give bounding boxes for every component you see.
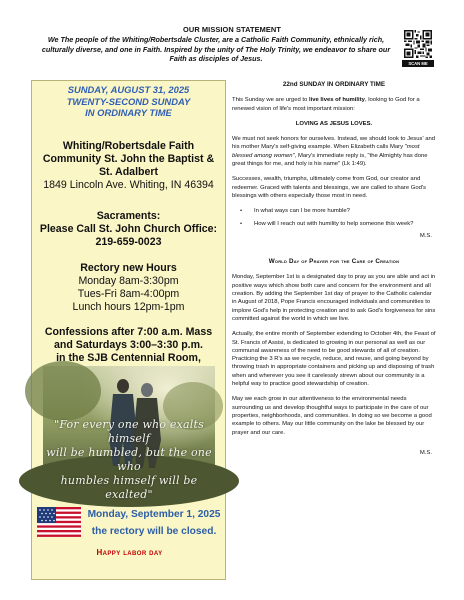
article-paragraph-1	[232, 96, 436, 113]
article-signature-2: M.S.	[419, 449, 432, 456]
sunday-date-block	[32, 84, 225, 119]
right-article-column	[232, 81, 436, 581]
parish-name-line1: Whiting/Robertsdale Faith	[62, 139, 195, 152]
parish-address: 1849 Lincoln Ave. Whiting, IN 46394	[43, 178, 214, 191]
humility-photo	[43, 366, 215, 501]
reflection-question-2: • How will I reach out with humility to help someone this week?	[244, 220, 436, 228]
p1-text-a: This Sunday we are urged to	[232, 97, 309, 104]
parish-name-line3: St. Adalbert	[98, 165, 159, 178]
rectory-hours-title: Rectory new Hours	[80, 261, 177, 274]
confessions-line1: Confessions after 7:00 a.m. Mass	[44, 325, 213, 338]
rectory-hours-block	[32, 262, 225, 314]
scan-me-label: SCAN ME	[402, 60, 434, 67]
reflection-question-1: • In what ways can I be more humble?	[244, 207, 436, 215]
quote-line2: will be humbled, but the one who	[46, 446, 212, 473]
mission-statement	[34, 25, 430, 71]
p2-text-c: , Mary's immediate reply is, "the Almighty has done great things for me, and holy is his name" (Lk 1:49).	[232, 152, 428, 168]
scripture-quote	[43, 418, 215, 502]
qr-code-icon[interactable]	[404, 30, 432, 58]
article-paragraph-3: Successes, wealth, triumphs, ultimately come from God, our creator and redeemer. Graced with talents and blessings, we are called to share God's blessings with others especially those most in need.	[232, 176, 426, 199]
p2-text-a: We must not seek honors for ourselves. Instead, we should look to Jesus' and his mother Mary's self-giving example. When Elizabeth calls Mary	[232, 136, 436, 151]
sunday-title-line1: TWENTY-SECOND SUNDAY	[66, 95, 191, 107]
confessions-line2: and Saturdays 3:00–3:30 p.m.	[54, 338, 203, 351]
p1-text-c: , looking to God for a renewed vision of life's most important mission:	[232, 97, 420, 112]
article-paragraph-6: May we each grow in our attentiveness to the environmental needs surrounding us and develop thoughtful ways to participate in the care of our properties, neighborhoods, and communities. In doing so we become a good example to others. May our little community on the lake be blessed by our prayer and our care.	[232, 396, 432, 436]
article-signature-1: M.S.	[419, 232, 432, 239]
parish-name-line2: Community St. John the Baptist &	[42, 152, 215, 165]
rectory-hours-monday: Monday 8am-3:30pm	[78, 274, 179, 287]
confessions-line3: in the SJB Centennial Room,	[56, 351, 201, 364]
labor-day-notice	[84, 506, 224, 540]
article-title-sunday: 22nd SUNDAY IN ORDINARY TIME	[282, 81, 386, 88]
happy-labor-day: Happy labor day	[96, 548, 163, 557]
sacraments-title: Sacraments:	[96, 209, 161, 222]
sunday-title-line2: IN ORDINARY TIME	[85, 107, 172, 118]
article-paragraph-4: Monday, September 1st is a designated day to pray as you are able and act in positive ways which show both care and concern for the environment and all creation. By adding the September 1st day of prayer to the Catholic calendar in August of 2018, Pope Francis encouraged individuals and communities to implore God's help in protecting creation and to ask God's forgiveness for sins committed against the world in which we live.	[232, 274, 436, 322]
parish-block	[32, 140, 225, 192]
article-paragraph-2	[232, 135, 436, 168]
sacraments-block	[32, 210, 225, 249]
quote-line3: humbles himself will be exalted"	[60, 474, 198, 501]
labor-day-date: Monday, September 1, 2025	[87, 509, 221, 520]
p1-text-bold: live lives of humility	[308, 97, 365, 104]
church-office-phone[interactable]: 219-659-0023	[95, 235, 162, 248]
rectory-hours-tues-fri: Tues-Fri 8am-4:00pm	[77, 287, 180, 300]
reflection-questions	[232, 207, 436, 228]
sacraments-call: Please Call St. John Church Office:	[39, 222, 218, 235]
article-paragraph-5: Actually, the entire month of September extending to October 4th, the Feast of St. Francis of Assisi, is dedicated to growing in our personal as well as our communal awareness of the need to be good stewards of all of creation. Practicing the 3 R's as we recycle, reduce, and reuse, and going beyond by throwing trash in appropriate containers and picking up and disposing of trash when and wherever you see it carelessly strewn about our community is a helpful way to practice good stewardship of creation.	[232, 331, 436, 388]
sunday-date: SUNDAY, AUGUST 31, 2025	[67, 84, 190, 95]
p2-text-italic: "most blessed among women"	[232, 144, 420, 159]
rectory-closed-note: the rectory will be closed.	[91, 526, 217, 537]
loving-as-jesus-loves: LOVING AS JESUS LOVES.	[295, 120, 373, 127]
quote-line1: "For every one who exalts himself	[54, 418, 204, 445]
mission-title: OUR MISSION STATEMENT	[183, 25, 281, 34]
left-info-panel	[31, 80, 226, 580]
us-flag-icon	[37, 505, 83, 539]
article-title-care-of-creation: World Day of Prayer for the Care of Creation	[268, 258, 400, 266]
rectory-lunch-hours: Lunch hours 12pm-1pm	[72, 300, 185, 313]
mission-text: We The people of the Whiting/Robertsdale Cluster, are a Catholic Faith Community, ethnically rich, culturally diverse, and one in Faith. Inspired by the unity of The Holy Trinity, we endeavor to share our Faith as disciples of Jesus.	[41, 35, 391, 64]
